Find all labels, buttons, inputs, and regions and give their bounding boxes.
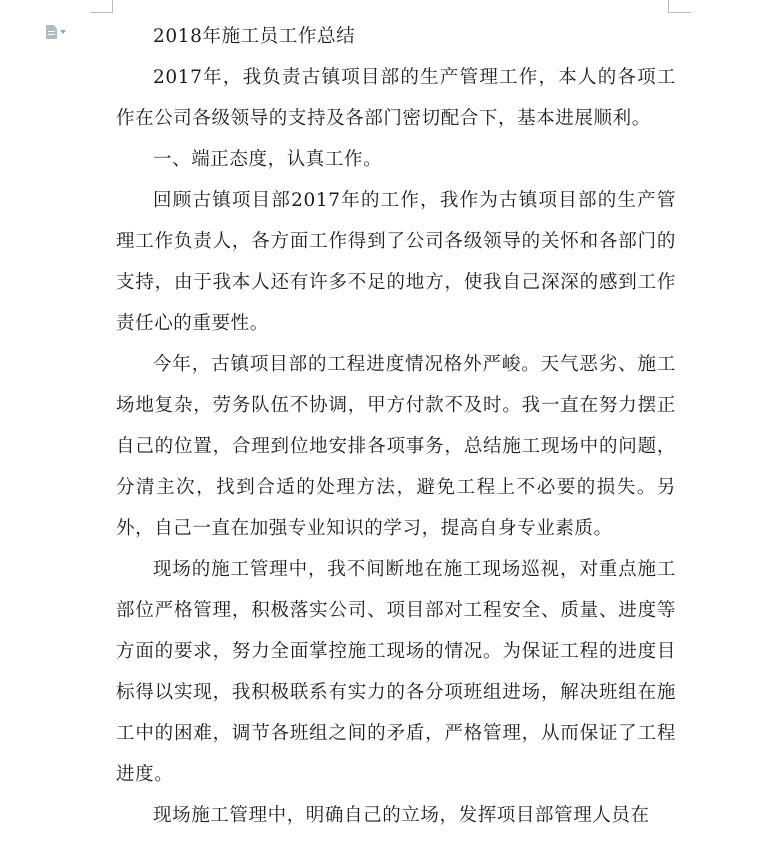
page-corner-mark-right <box>668 0 691 13</box>
chevron-down-icon <box>60 30 66 34</box>
page-corner-mark-left <box>90 0 113 13</box>
section-heading-1: 一、端正态度，认真工作。 <box>153 149 383 170</box>
paragraph-review: 回顾古镇项目部2017年的工作，我作为古镇项目部的生产管理工作负责人，各方面工作得到了公司各级领导的关怀和各部门的支持，由于我本人还有许多不足的地方，使我自己深深的感到工作责任心的重要性。 <box>116 190 676 334</box>
document-body <box>116 16 676 836</box>
paragraph-intro: 2017年，我负责古镇项目部的生产管理工作，本人的各项工作在公司各级领导的支持及各部门密切配合下，基本进展顺利。 <box>116 67 676 129</box>
paragraph-continued: 现场施工管理中，明确自己的立场，发挥项目部管理人员在 <box>153 805 650 826</box>
paragraph-site-management: 现场的施工管理中，我不间断地在施工现场巡视，对重点施工部位严格管理，积极落实公司、项目部对工程安全、质量、进度等方面的要求，努力全面掌控施工现场的情况。为保证工程的进度目标得以实现，我积极联系有实力的各分项班组进场，解决班组在施工中的困难，调节各班组之间的矛盾，严格管理，从而保证了工程进度。 <box>116 559 676 785</box>
document-sheet-icon <box>46 25 57 39</box>
document-title: 2018年施工员工作总结 <box>153 26 356 47</box>
paragraph-progress: 今年，古镇项目部的工程进度情况格外严峻。天气恶劣、施工场地复杂，劳务队伍不协调，甲方付款不及时。我一直在努力摆正自己的位置，合理到位地安排各项事务，总结施工现场中的问题，分清主次，找到合适的处理方法，避免工程上不必要的损失。另外，自己一直在加强专业知识的学习，提高自身专业素质。 <box>116 354 676 539</box>
document-icon[interactable] <box>46 23 76 41</box>
